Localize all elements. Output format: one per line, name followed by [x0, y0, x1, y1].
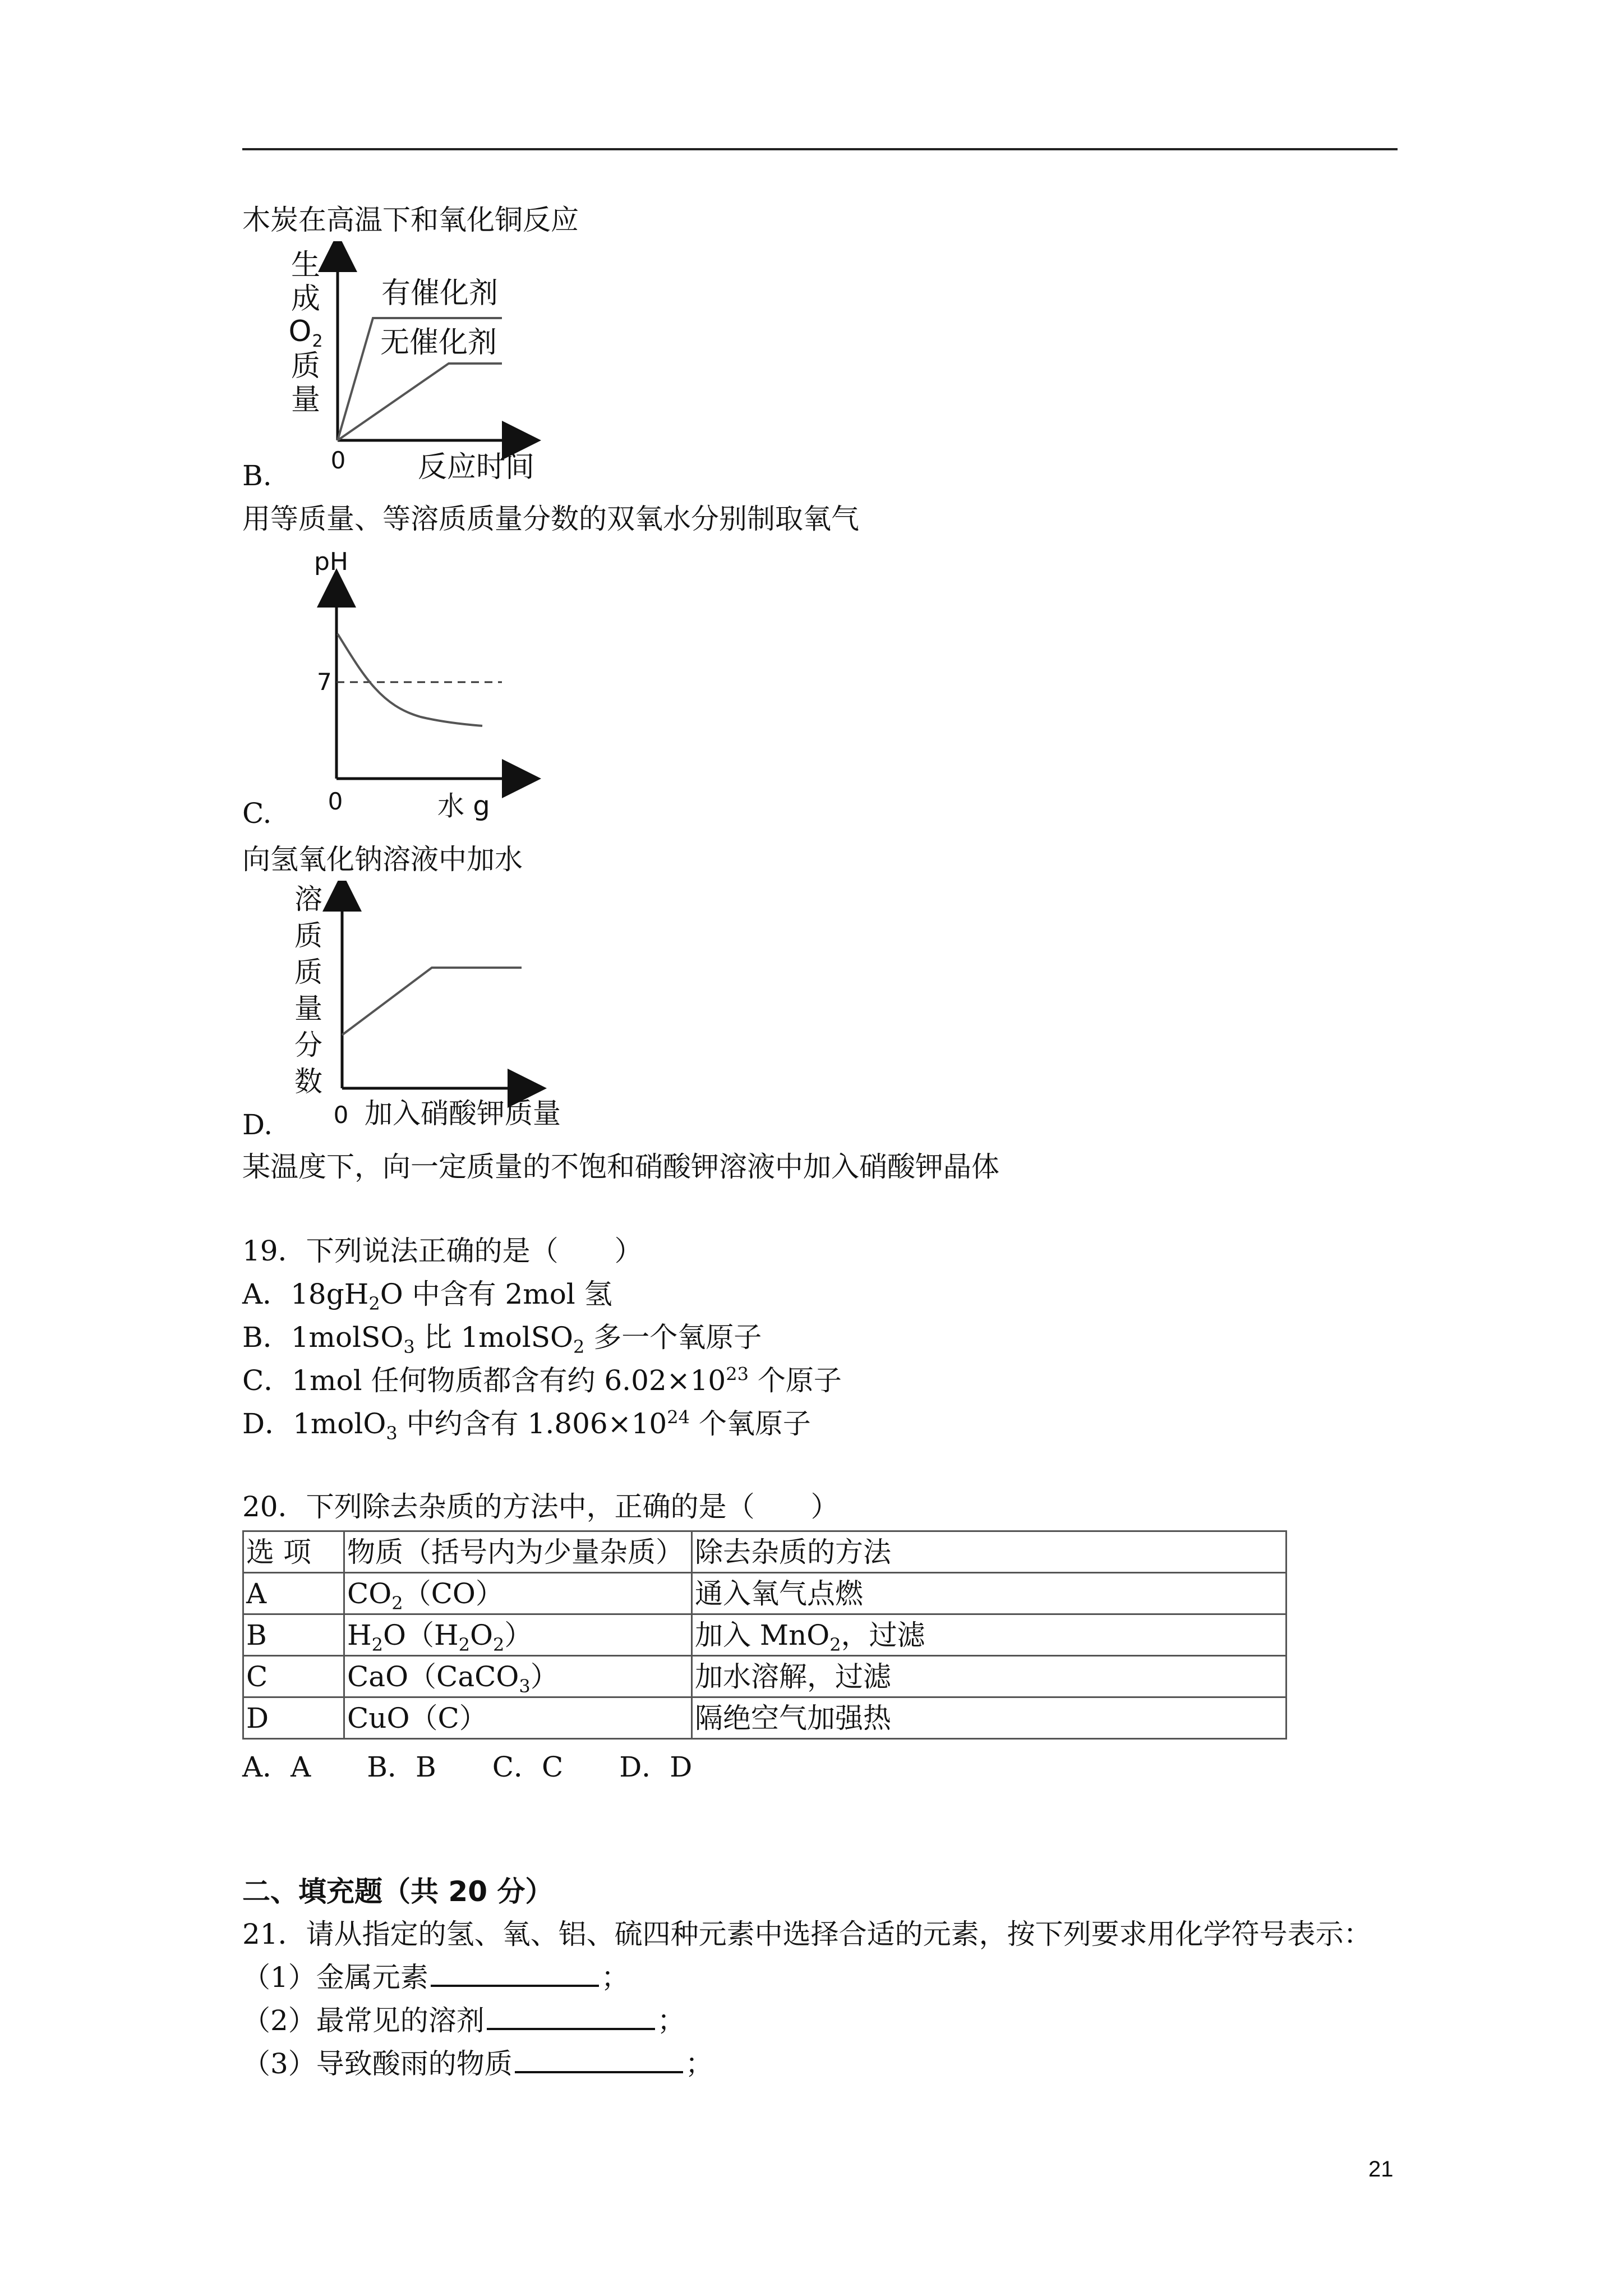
- option-a-description: 木炭在高温下和氧化铜反应: [242, 204, 579, 236]
- row-substance: CaO（CaCO$_3$）: [344, 1656, 692, 1697]
- graph-d-solubility: [280, 881, 594, 1144]
- graph-b-ylabel-3: 质: [291, 349, 321, 383]
- graph-d-ylabel-4: 量: [294, 992, 322, 1025]
- q21-item-2: （2）最常见的溶剂 ；: [242, 2004, 685, 2037]
- option-c-description: 向氢氧化钠溶液中加水: [242, 843, 523, 876]
- table-row: [243, 1697, 1287, 1739]
- header-substance: 物质（括号内为少量杂质）: [344, 1531, 692, 1573]
- graph-d-ylabel-5: 分: [294, 1029, 322, 1061]
- graph-d-ylabel-1: 溶: [294, 883, 322, 915]
- q21-stem: 21．请从指定的氢、氧、铝、硫四种元素中选择合适的元素，按下列要求用化学符号表示：: [242, 1918, 1372, 1950]
- row-option: C: [243, 1656, 344, 1697]
- graph-d-ylabel-2: 质: [294, 919, 322, 952]
- option-b-description: 用等质量、等溶质质量分数的双氧水分别制取氧气: [242, 503, 859, 535]
- graph-b-xlabel: 反应时间: [418, 450, 535, 484]
- section-2-title: 二、填充题（共 20 分）: [242, 1875, 554, 1908]
- graph-b-ylabel-o-sub: 2: [312, 332, 323, 351]
- answer-blank-2[interactable]: [487, 2005, 655, 2030]
- graph-c-ph: [286, 543, 544, 823]
- row-method: 隔绝空气加强热: [692, 1697, 1287, 1739]
- table-row: [243, 1573, 1287, 1614]
- graph-b-label-catalyst: 有催化剂: [381, 277, 499, 310]
- q19-stem: 19．下列说法正确的是（ ）: [242, 1235, 643, 1267]
- graph-c-xlabel: 水 g: [437, 790, 490, 822]
- row-option: B: [243, 1614, 344, 1656]
- row-substance: $CO_2(CO)$: [344, 1573, 692, 1614]
- graph-b-origin: 0: [330, 447, 346, 474]
- header-option: 选 项: [243, 1531, 344, 1573]
- graph-b-ylabel-2: 成: [291, 282, 321, 316]
- row-option: A: [243, 1573, 344, 1614]
- graph-c-origin: 0: [328, 788, 343, 815]
- graph-d-origin: 0: [333, 1101, 349, 1129]
- graph-b-ylabel-o: O: [288, 315, 312, 348]
- q19-option-b: B．1molSO$_3$ 比 1molSO$_2$ 多一个氧原子: [242, 1321, 762, 1358]
- option-b-label: B.: [242, 459, 272, 492]
- row-substance: CuO（C）: [344, 1697, 692, 1739]
- q21-item-3: （3）导致酸雨的物质 ；: [242, 2047, 713, 2080]
- graph-c-curve: [338, 634, 482, 726]
- graph-b-catalyst: [280, 241, 550, 494]
- table-header-row: [243, 1531, 1287, 1573]
- page-number: 21: [1368, 2157, 1394, 2182]
- q19-option-c: C．1mol 任何物质都含有约 $6.02\times 10^{23}$ 个原子: [242, 1363, 842, 1397]
- q19-option-a: A．$18gH_2O$ 中含有 2mol 氢: [242, 1278, 612, 1314]
- graph-d-ylabel-3: 质: [294, 956, 322, 988]
- header-method: 除去杂质的方法: [692, 1531, 1287, 1573]
- option-c-label: C.: [242, 797, 272, 830]
- row-method: 通入氧气点燃: [692, 1573, 1287, 1614]
- graph-d-ylabel-6: 数: [294, 1065, 322, 1098]
- graph-d-xlabel: 加入硝酸钾质量: [365, 1097, 561, 1130]
- row-method: 加水溶解，过滤: [692, 1656, 1287, 1697]
- answer-blank-1[interactable]: [431, 1962, 599, 1987]
- q20-choices: A．A B．B C．C D．D: [242, 1751, 693, 1783]
- row-method: 加入 MnO$_2$，过滤: [692, 1614, 1287, 1656]
- graph-b-label-no-catalyst: 无催化剂: [380, 326, 497, 360]
- q21-item-1: （1）金属元素 ；: [242, 1961, 629, 1994]
- table-row: [243, 1656, 1287, 1697]
- graph-d-curve: [342, 968, 522, 1035]
- graph-b-ylabel-1: 生: [291, 249, 321, 282]
- option-d-description: 某温度下，向一定质量的不饱和硝酸钾溶液中加入硝酸钾晶体: [242, 1151, 999, 1183]
- table-row: [243, 1614, 1287, 1656]
- row-substance: $H_2O(H_2O_2)$: [344, 1614, 692, 1656]
- impurity-table: [242, 1530, 1287, 1740]
- header-rule: [242, 148, 1398, 150]
- row-option: D: [243, 1697, 344, 1739]
- graph-b-ylabel-4: 量: [291, 383, 321, 417]
- answer-blank-3[interactable]: [515, 2049, 683, 2073]
- q19-option-d: D．1molO$_3$ 中约含有 $1.806\times 10^{24}$ 个氧原子: [242, 1406, 811, 1444]
- graph-c-tick-7: 7: [317, 668, 332, 696]
- graph-b-curve-no-catalyst: [338, 364, 502, 440]
- graph-c-ylabel: pH: [314, 547, 349, 576]
- q20-stem: 20．下列除去杂质的方法中，正确的是（ ）: [242, 1490, 839, 1523]
- option-d-label: D.: [242, 1108, 273, 1141]
